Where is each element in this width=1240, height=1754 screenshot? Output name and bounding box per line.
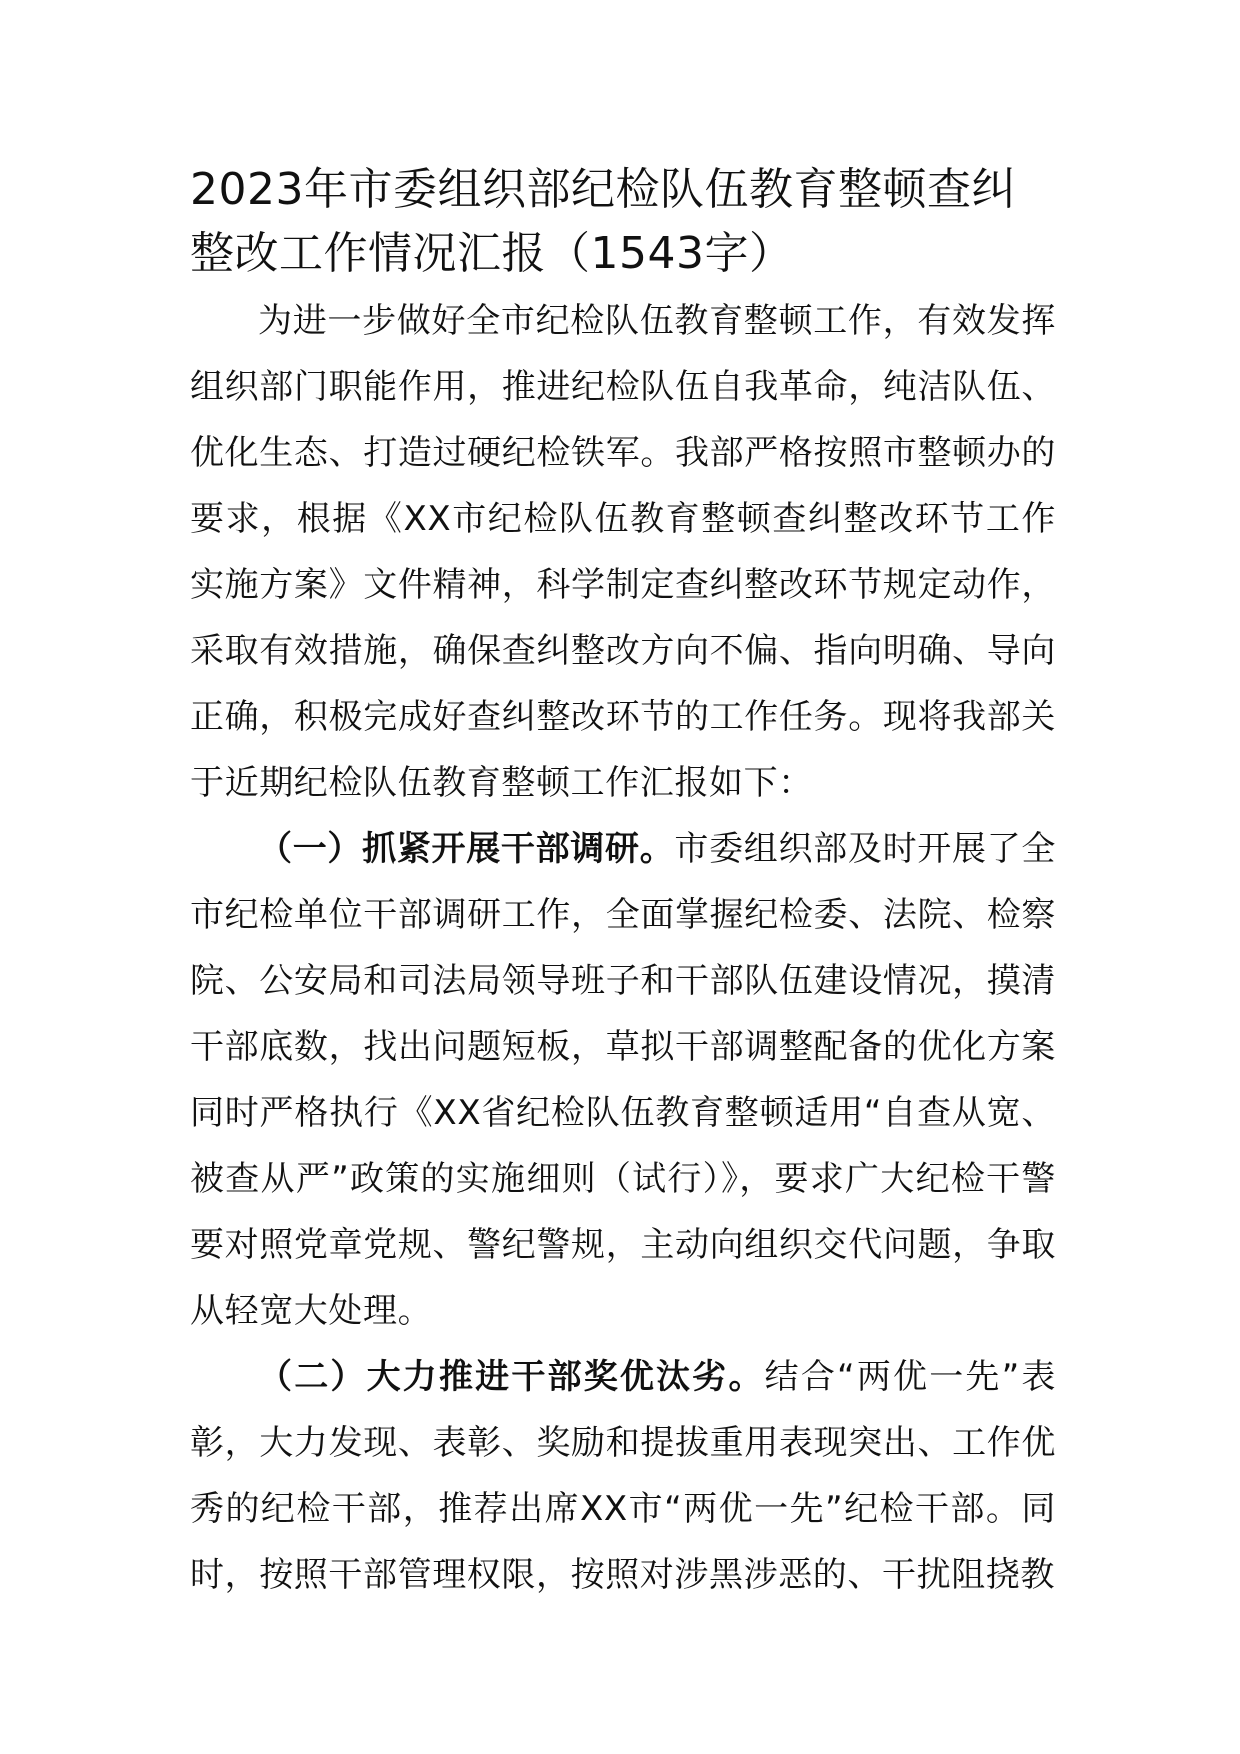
section-2-heading: （二）大力推进干部奖优汰劣。 — [258, 1357, 765, 1397]
section-2-body: 结合“两优一先”表彰，大力发现、表彰、奖励和提拔重用表现突出、工作优秀的纪检干部，推荐出席XX市“两优一先”纪检干部。同时，按照干部管理权限，按照对涉黑涉恶的、干扰阻挠教 — [190, 1357, 1056, 1595]
section-1-heading: （一）抓紧开展干部调研。 — [258, 829, 675, 869]
document-title: 2023年市委组织部纪检队伍教育整顿查纠整改工作情况汇报（1543字） — [190, 164, 1016, 279]
section-1-paragraph — [190, 816, 1056, 1344]
section-1-body: 市委组织部及时开展了全市纪检单位干部调研工作，全面掌握纪检委、法院、检察院、公安局和司法局领导班子和干部队伍建设情况，摸清干部底数，找出问题短板，草拟干部调整配备的优化方案同时严格执行《XX省纪检队伍教育整顿适用“自查从宽、被查从严”政策的实施细则（试行）》，要求广大纪检干警要对照党章党规、警纪警规，主动向组织交代问题，争取从轻宽大处理。 — [190, 829, 1056, 1331]
section-2-paragraph — [190, 1344, 1056, 1608]
intro-paragraph: 为进一步做好全市纪检队伍教育整顿工作，有效发挥组织部门职能作用，推进纪检队伍自我革命，纯洁队伍、优化生态、打造过硬纪检铁军。我部严格按照市整顿办的要求，根据《XX市纪检队伍教育整顿查纠整改环节工作实施方案》文件精神，科学制定查纠整改环节规定动作，采取有效措施，确保查纠整改方向不偏、指向明确、导向正确，积极完成好查纠整改环节的工作任务。现将我部关于近期纪检队伍教育整顿工作汇报如下： — [190, 301, 1056, 803]
document-content — [190, 158, 1056, 1608]
